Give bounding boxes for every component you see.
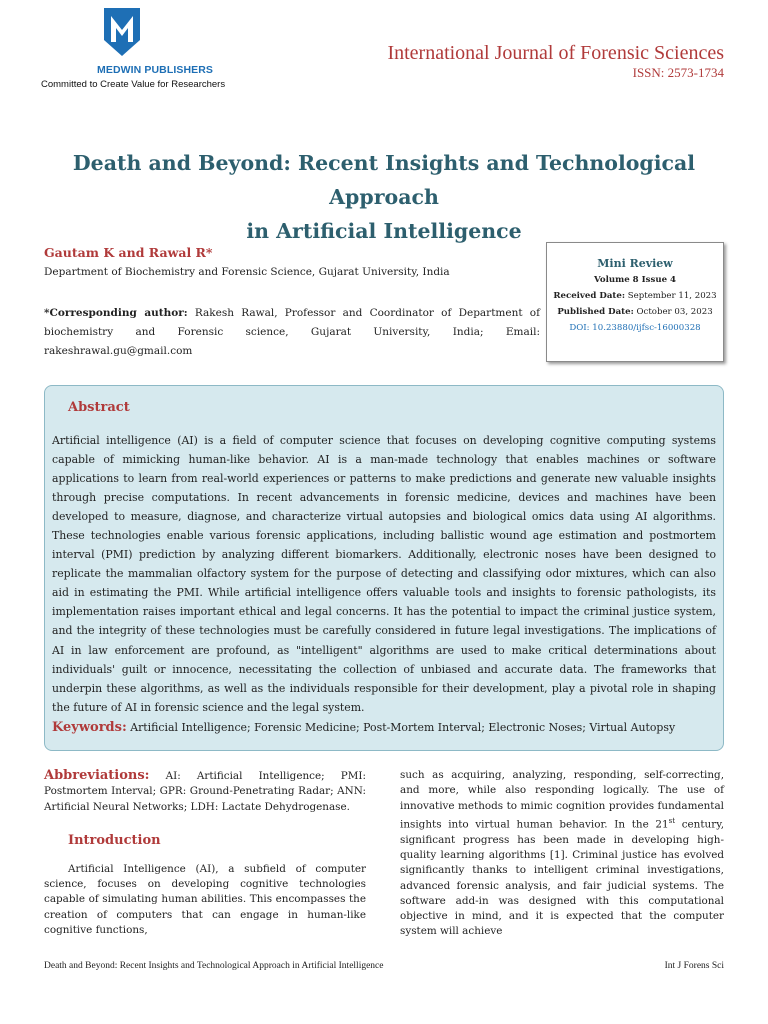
abstract-heading: Abstract bbox=[68, 400, 130, 415]
footer-journal-abbrev: Int J Forens Sci bbox=[664, 961, 724, 971]
article-info-box bbox=[546, 242, 724, 362]
right-column bbox=[400, 768, 724, 940]
abstract-box bbox=[44, 385, 724, 751]
keywords-text: Artificial Intelligence; Forensic Medicine; Post-Mortem Interval; Electronic Noses; Virtual Autopsy bbox=[126, 721, 676, 734]
journal-name: International Journal of Forensic Sciences bbox=[387, 42, 724, 64]
published-date-label: Published Date: bbox=[557, 307, 634, 317]
abbreviations bbox=[44, 768, 366, 815]
abbreviations-text: AI: Artificial Intelligence; PMI: Postmortem Interval; GPR: Ground-Penetrating Radar; ANN: Artificial Neural Networks; LDH: Lactate Dehydrogenase. bbox=[44, 770, 366, 813]
paper-title bbox=[30, 146, 738, 248]
introduction-paragraph: Artificial Intelligence (AI), a subfield of computer science, focuses on developing cognitive technologies capable of simulating human abilities. This encompasses the creation of computers that can engage in human-like cognitive functions, bbox=[44, 862, 366, 937]
footer-running-title: Death and Beyond: Recent Insights and Technological Approach in Artificial Intelligence bbox=[44, 961, 384, 971]
medwin-logo-icon bbox=[100, 6, 144, 58]
left-column bbox=[44, 768, 366, 938]
corresponding-author-label: *Corresponding author: bbox=[44, 307, 188, 319]
corresponding-author bbox=[44, 304, 540, 361]
superscript-st: st bbox=[668, 816, 676, 825]
paper-title-line-2: in Artificial Intelligence bbox=[246, 219, 522, 243]
issn: ISSN: 2573-1734 bbox=[632, 65, 724, 80]
volume-issue-text: Volume 8 Issue 4 bbox=[593, 275, 677, 285]
doi-link[interactable]: DOI: 10.23880/ijfsc-16000328 bbox=[569, 323, 701, 333]
publisher-logo bbox=[40, 6, 230, 90]
volume-issue bbox=[547, 275, 723, 285]
author-names: Gautam K and Rawal R* bbox=[44, 245, 213, 260]
introduction-continued bbox=[400, 768, 724, 940]
introduction-continued-part-2: century, significant progress has been made in developing high-quality learning algorithms [1]. Criminal justice has evolved significantly thanks to intelligent criminal investigations, advanced forensic analysis, and fair judicial systems. The software add-in was designed with this computational objective in mind, and it is expected that the computer system will achieve bbox=[400, 818, 725, 938]
published-date bbox=[547, 307, 723, 317]
introduction-continued-part-1: such as acquiring, analyzing, responding, self-correcting, and more, while also responding logically. The use of innovative methods to mimic cognition provides fundamental insights into virtual human behavior. In the 21 bbox=[400, 769, 724, 831]
published-date-value: October 03, 2023 bbox=[633, 307, 713, 317]
keywords bbox=[52, 720, 675, 735]
received-date bbox=[547, 291, 723, 301]
affiliation: Department of Biochemistry and Forensic Science, Gujarat University, India bbox=[44, 266, 450, 278]
received-date-label: Received Date: bbox=[553, 291, 626, 301]
introduction-heading: Introduction bbox=[68, 832, 161, 848]
article-type: Mini Review bbox=[597, 257, 673, 270]
keywords-label: Keywords: bbox=[52, 720, 127, 735]
publisher-tagline: Committed to Create Value for Researchers bbox=[41, 79, 226, 90]
publisher-name: MEDWIN PUBLISHERS bbox=[97, 64, 214, 76]
corresponding-author-text: Rakesh Rawal, Professor and Coordinator of Department of biochemistry and Forensic science, Gujarat University, India; Email: rakeshrawal.gu@gmail.com bbox=[44, 307, 540, 357]
abbreviations-label: Abbreviations: bbox=[44, 768, 150, 783]
received-date-value: September 11, 2023 bbox=[625, 291, 717, 301]
abstract-text: Artificial intelligence (AI) is a field of computer science that focuses on developing cognitive computing systems capable of mimicking human-like behavior. AI is a man-made technology that enables machines or software applications to learn from real-world experiences or patterns to make predictions and generate new valuable insights through precise computations. In recent advancements in forensic medicine, devices and machines have been developed to measure, diagnose, and characterize virtual autopsies and biological omics data using AI algorithms. These technologies enable various forensic applications, including ballistic wound age estimation and postmortem interval (PMI) prediction by analyzing different biomarkers. Additionally, electronic noses have been designed to replicate the mammalian olfactory system for the purpose of detecting and classifying odor mixtures, which can also aid in estimating the PMI. While artificial intelligence offers valuable tools and insights to forensic pathologists, its implementation raises important ethical and legal concerns. It has the potential to impact the criminal justice system, and the integrity of these technologies must be carefully considered in future legal investigations. The implications of AI in law enforcement are profound, as "intelligent" algorithms are used to make critical determinations about individuals' guilt or innocence, necessitating the collection of unbiased and accurate data. The frameworks that underpin these algorithms, as well as the individuals responsible for their development, play a pivotal role in shaping the future of AI in forensic science and the legal system. bbox=[52, 434, 716, 714]
paper-title-line-1: Death and Beyond: Recent Insights and Technological Approach bbox=[72, 151, 696, 209]
